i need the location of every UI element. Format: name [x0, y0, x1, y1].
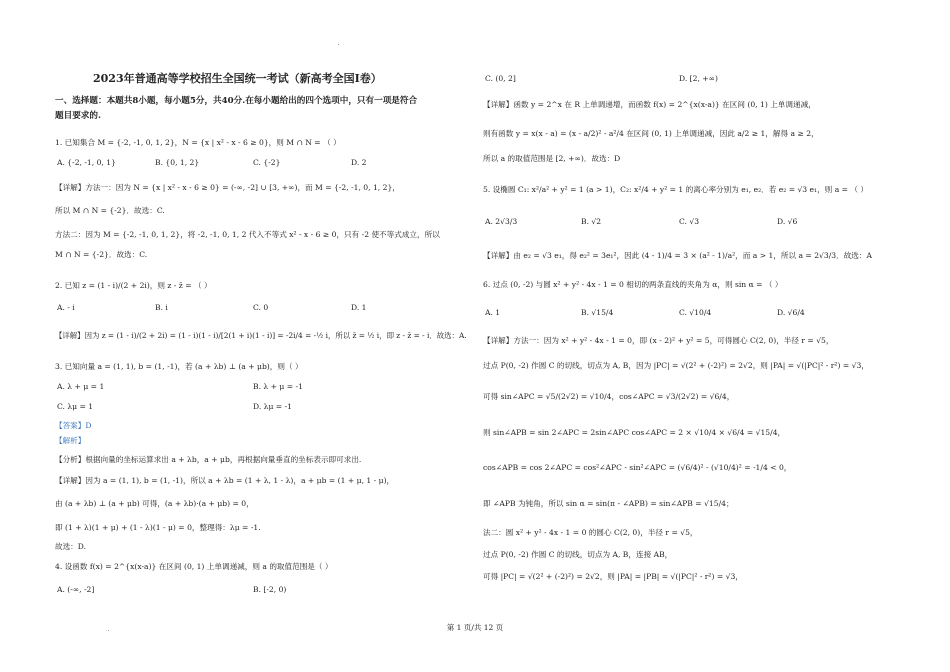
q4-explanation: 所以 a 的取值范围是 [2, +∞)．故选：D — [483, 154, 621, 163]
q1-option-d: D. 2 — [351, 158, 367, 167]
q6-explanation: 可得 sin∠APC = √5/(2√2) = √10/4，cos∠APC = √3/(2√2) = √6/4， — [483, 392, 735, 401]
q1-explanation: 方法二：因为 M = {-2, -1, 0, 1, 2}，将 -2, -1, 0, 1, 2 代入不等式 x² - x - 6 ≥ 0，只有 -2 使不等式成立，所以 — [55, 230, 440, 239]
q3-option-d: D. λμ = -1 — [253, 402, 292, 411]
q3-explanation: 故选：D. — [55, 542, 87, 551]
q3-option-c: C. λμ = 1 — [57, 402, 94, 411]
q1-option-a: A. {-2, -1, 0, 1} — [57, 158, 116, 167]
q1-option-c: C. {-2} — [253, 158, 281, 167]
question-2: 2. 已知 z = (1 - i)/(2 + 2i)，则 z - z̄ = （ ） — [55, 281, 212, 290]
q5-option-a: A. 2√3/3 — [485, 217, 518, 226]
q6-explanation: 可得 |PC| = √(2² + (-2)²) = 2√2，则 |PA| = |PB| = √(|PC|² - r²) = √3， — [483, 572, 743, 581]
q1-explanation: M ∩ N = {-2}．故选：C. — [55, 250, 148, 259]
q1-option-b: B. {0, 1, 2} — [155, 158, 200, 167]
q6-explanation: 则 sin∠APB = sin 2∠APC = 2sin∠APC cos∠APC = 2 × √10/4 × √6/4 = √15/4， — [483, 428, 786, 437]
question-1: 1. 已知集合 M = {-2, -1, 0, 1, 2}，N = {x | x² - x - 6 ≥ 0}，则 M ∩ N = （ ） — [55, 138, 341, 147]
q6-explanation: 即 ∠APB 为钝角，所以 sin α = sin(π - ∠APB) = sin∠APB = √15/4； — [483, 499, 734, 508]
question-3: 3. 已知向量 a = (1, 1), b = (1, -1)，若 (a + λb) ⊥ (a + μb)，则（ ） — [55, 362, 303, 371]
q6-explanation: 法二：圆 x² + y² - 4x - 1 = 0 的圆心 C(2, 0)，半径 r = √5， — [483, 528, 698, 537]
section-heading-cont: 题目要求的. — [55, 111, 101, 121]
section-heading: 一、选择题：本题共8小题，每小题5分，共40分.在每小题给出的四个选项中，只有一项是符合 — [55, 96, 418, 106]
q6-explanation: 过点 P(0, -2) 作圆 C 的切线，切点为 A, B，连接 AB， — [483, 550, 673, 559]
q2-option-b: B. i — [155, 303, 168, 312]
q2-option-c: C. 0 — [253, 303, 269, 312]
q3-explanation: 由 (a + λb) ⊥ (a + μb) 可得，(a + λb)·(a + μb) = 0， — [55, 499, 254, 508]
q3-explanation: 即 (1 + λ)(1 + μ) + (1 - λ)(1 - μ) = 0，整理得：λμ = -1. — [55, 523, 261, 532]
q3-option-a: A. λ + μ = 1 — [57, 382, 105, 391]
q5-option-d: D. √6 — [777, 217, 798, 226]
q6-option-c: C. √10/4 — [679, 308, 712, 317]
question-6: 6. 过点 (0, -2) 与圆 x² + y² - 4x - 1 = 0 相切的两条直线的夹角为 α，则 sin α = （ ） — [483, 280, 783, 289]
q6-option-a: A. 1 — [485, 308, 501, 317]
q6-explanation: 过点 P(0, -2) 作圆 C 的切线，切点为 A, B，因为 |PC| = √(2² + (-2)²) = 2√2，则 |PA| = √(|PC|² - r²) = √3， — [483, 361, 869, 370]
q3-option-b: B. λ + μ = -1 — [253, 382, 303, 391]
q4-explanation: 【详解】函数 y = 2^x 在 R 上单调递增，而函数 f(x) = 2^{x(x-a)} 在区间 (0, 1) 上单调递减， — [483, 100, 816, 109]
q3-analysis-tag: 【解析】 — [55, 436, 86, 445]
page-footer: 第 1 页/共 12 页 — [446, 623, 504, 632]
q4-option-b: B. [-2, 0) — [253, 585, 287, 594]
q1-explanation: 所以 M ∩ N = {-2}．故选：C. — [55, 206, 165, 215]
q5-option-b: B. √2 — [581, 217, 602, 226]
q2-explanation: 【详解】因为 z = (1 - i)/(2 + 2i) = (1 - i)(1 - i)/[2(1 + i)(1 - i)] = -2i/4 = -½ i，所以 z̄ = ½ i，即 z - z̄ = - i．故选：A. — [55, 331, 467, 340]
page-title: 2023年普通高等学校招生全国统一考试（新高考全国Ⅰ卷） — [93, 72, 382, 85]
q4-option-d: D. [2, +∞) — [679, 74, 718, 83]
q3-answer: 【答案】D — [55, 421, 92, 430]
q3-explanation: 【详解】因为 a = (1, 1), b = (1, -1)，所以 a + λb = (1 + λ, 1 - λ)，a + μb = (1 + μ, 1 - μ)， — [55, 476, 395, 485]
q4-option-c: C. (0, 2] — [485, 74, 516, 83]
q5-option-c: C. √3 — [679, 217, 700, 226]
q4-option-a: A. (-∞, -2] — [57, 585, 95, 594]
q2-option-d: D. 1 — [351, 303, 367, 312]
question-5: 5. 设椭圆 C₁: x²/a² + y² = 1 (a > 1)，C₂: x²/4 + y² = 1 的离心率分别为 e₁, e₂．若 e₂ = √3 e₁，则 a = （ ） — [483, 185, 869, 194]
q1-explanation: 【详解】方法一：因为 N = {x | x² - x - 6 ≥ 0} = (-∞, -2] ∪ [3, +∞)，而 M = {-2, -1, 0, 1, 2}， — [55, 183, 400, 192]
scan-dot — [338, 44, 339, 45]
q2-option-a: A. - i — [57, 303, 75, 312]
q6-explanation: cos∠APB = cos 2∠APC = cos²∠APC - sin²∠APC = (√6/4)² - (√10/4)² = -1/4 < 0， — [483, 463, 792, 472]
q6-option-d: D. √6/4 — [777, 308, 805, 317]
q5-explanation: 【详解】由 e₂ = √3 e₁，得 e₂² = 3e₁²，因此 (4 - 1)/4 = 3 × (a² - 1)/a²，而 a > 1，所以 a = 2√3/3．故选：A — [483, 251, 872, 260]
q4-explanation: 则有函数 y = x(x - a) = (x - a/2)² - a²/4 在区间 (0, 1) 上单调递减，因此 a/2 ≥ 1，解得 a ≥ 2， — [483, 129, 819, 138]
q3-analysis: 【分析】根据向量的坐标运算求出 a + λb，a + μb，再根据向量垂直的坐标表示即可求出. — [55, 455, 362, 464]
question-4: 4. 设函数 f(x) = 2^{x(x-a)} 在区间 (0, 1) 上单调递减，则 a 的取值范围是（ ） — [55, 562, 333, 571]
q6-option-b: B. √15/4 — [581, 308, 614, 317]
q6-explanation: 【详解】方法一：因为 x² + y² - 4x - 1 = 0，即 (x - 2)² + y² = 5，可得圆心 C(2, 0)，半径 r = √5， — [483, 336, 834, 345]
